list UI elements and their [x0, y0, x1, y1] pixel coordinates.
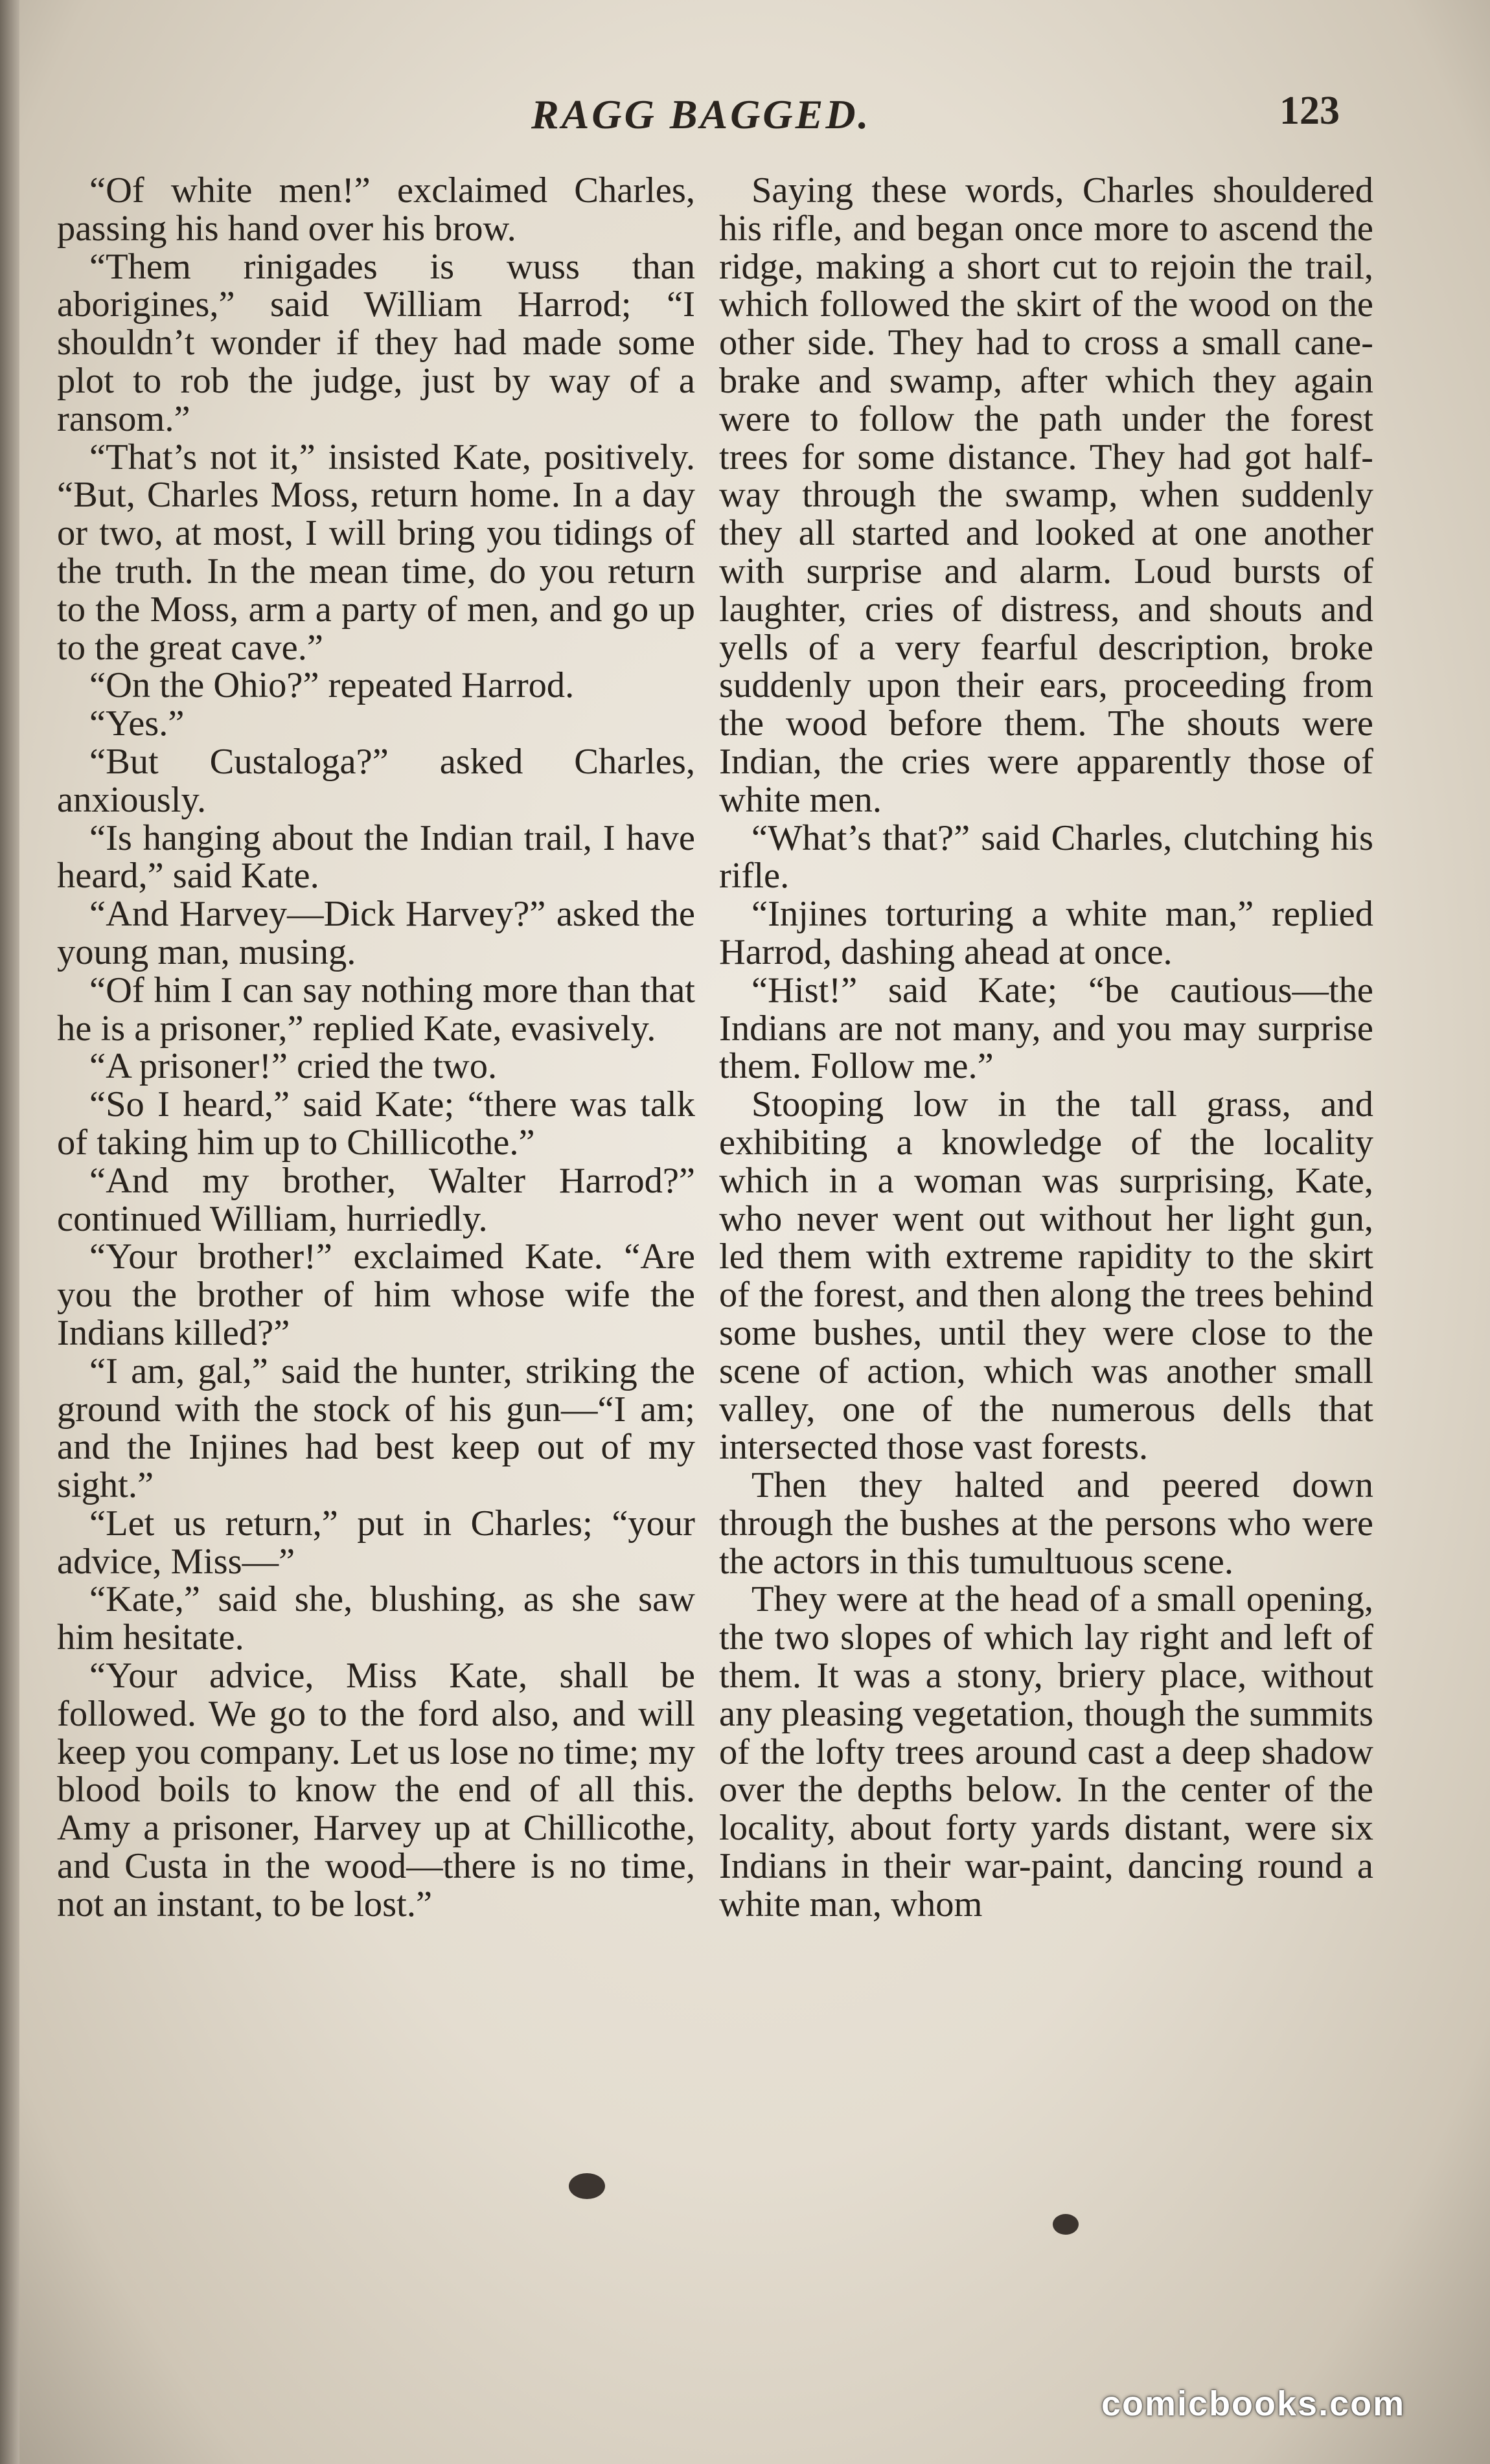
- paragraph: “So I heard,” said Kate; “there was talk of taking him up to Chillicothe.”: [57, 1084, 695, 1163]
- watermark: comicbooks.com: [1101, 2384, 1406, 2423]
- left-column: [57, 172, 695, 1924]
- paragraph: “Hist!” said Kate; “be cautious—the Indians are not many, and you may surprise them. Follow me.”: [719, 970, 1373, 1087]
- paragraph: “Of him I can say nothing more than that he is a prisoner,” replied Kate, evasively.: [57, 970, 695, 1049]
- paragraph: “Is hanging about the Indian trail, I have heard,” said Kate.: [57, 817, 695, 896]
- page-header: [0, 91, 1490, 155]
- page-number: 123: [1279, 89, 1340, 133]
- ink-stain: [569, 2173, 605, 2199]
- paragraph: “Your brother!” exclaimed Kate. “Are you the brother of him whose wife the Indians killed?”: [57, 1237, 695, 1353]
- paragraph: Stooping low in the tall grass, and exhibiting a knowledge of the locality which in a woman was surprising, Kate, who never went out without her light gun, led them with extreme rapidity to the skirt of the forest, and then along the trees behind some bushes, until they were close to the scene of action, which was another small valley, one of the numerous dells that intersected those vast forests.: [719, 1084, 1373, 1468]
- paragraph: “And my brother, Walter Harrod?” continued William, hurriedly.: [57, 1160, 695, 1239]
- paragraph: “A prisoner!” cried the two.: [89, 1046, 498, 1087]
- paragraph: “Injines torturing a white man,” replied Harrod, dashing ahead at once.: [719, 894, 1373, 972]
- paragraph: Saying these words, Charles shouldered his rifle, and began once more to ascend the ridge, making a short cut to rejoin the trail, which followed the skirt of the wood on the other side. They had to cross a small cane-brake and swamp, after which they again were to follow the path under the forest trees for some distance. They had got half-way through the swamp, when suddenly they all started and looked at one another with surprise and alarm. Loud bursts of laughter, cries of distress, and shouts and yells of a very fearful description, broke suddenly upon their ears, proceeding from the wood before them. The shouts were Indian, the cries were apparently those of white men.: [719, 170, 1373, 820]
- paragraph: “Your advice, Miss Kate, shall be followed. We go to the ford also, and will keep you company. Let us lose no time; my blood boils to know the end of all this. Amy a prisoner, Harvey up at Chillicothe, and Custa in the wood—there is no time, not an instant, to be lost.”: [57, 1656, 695, 1924]
- paragraph: “And Harvey—Dick Harvey?” asked the young man, musing.: [57, 894, 695, 972]
- paragraph: “Kate,” said she, blushing, as she saw him hesitate.: [57, 1579, 695, 1658]
- paragraph: “Let us return,” put in Charles; “your advice, Miss—”: [57, 1503, 695, 1582]
- ink-stain: [1053, 2214, 1079, 2235]
- paragraph: “Of white men!” exclaimed Charles, passing his hand over his brow.: [57, 170, 695, 249]
- running-head: RAGG BAGGED.: [531, 91, 871, 137]
- paragraph: “But Custaloga?” asked Charles, anxiously.: [57, 741, 695, 820]
- paragraph: They were at the head of a small opening, the two slopes of which lay right and left of them. It was a stony, briery place, without any pleasing vegetation, though the summits of the lofty trees around cast a deep shadow over the depths below. In the center of the locality, about forty yards distant, were six Indians in their war-paint, dancing round a white man, whom: [719, 1579, 1373, 1924]
- paragraph: “Them rinigades is wuss than aborigines,” said William Harrod; “I shouldn’t wonder if they had made some plot to rob the judge, just by way of a ransom.”: [57, 246, 695, 439]
- paragraph: “I am, gal,” said the hunter, striking the ground with the stock of his gun—“I am; and the Injines had best keep out of my sight.”: [57, 1351, 695, 1506]
- paragraph: “Yes.”: [89, 703, 185, 744]
- page-left-edge: [0, 0, 19, 2464]
- right-column: [719, 172, 1373, 1924]
- paragraph: “What’s that?” said Charles, clutching his rifle.: [719, 817, 1373, 896]
- paragraph: “That’s not it,” insisted Kate, positively. “But, Charles Moss, return home. In a day or two, at most, I will bring you tidings of the truth. In the mean time, do you return to the Moss, arm a party of men, and go up to the great cave.”: [57, 437, 695, 668]
- paragraph: “On the Ohio?” repeated Harrod.: [89, 665, 575, 706]
- paragraph: Then they halted and peered down through the bushes at the persons who were the actors in this tumultuous scene.: [719, 1465, 1373, 1582]
